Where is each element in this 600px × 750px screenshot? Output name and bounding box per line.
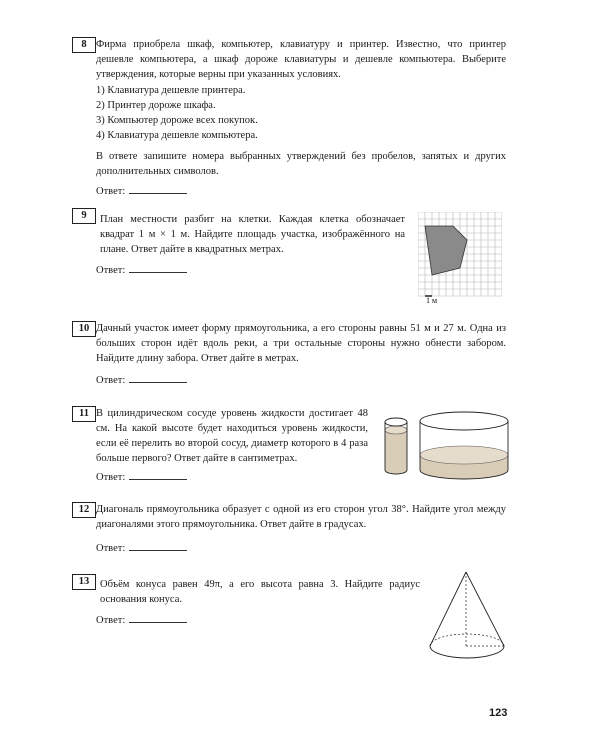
option-4: 4) Клавиатура дешевле компьютера. bbox=[96, 130, 258, 141]
narrow-liquid bbox=[385, 430, 407, 474]
question-8-text: Фирма приобрела шкаф, компьютер, клавиатуру и принтер. Известно, что принтер дешевле компьютера, а шкаф дороже клавиатуры и дешевле компьютера. Выберите утверждения, которые верны при указанных условиях. bbox=[96, 39, 506, 80]
question-12-text: Диагональ прямоугольника образует с одной из его сторон угол 38°. Найдите угол между диагоналями этого прямоугольника. Ответ дайте в градусах. bbox=[96, 504, 506, 530]
question-number-8: 8 bbox=[72, 37, 96, 53]
wide-cylinder bbox=[420, 412, 508, 479]
question-10-text: Дачный участок имеет форму прямоугольника, а его стороны равны 51 м и 27 м. Одна из больших сторон идёт вдоль реки, а три остальные стороны нужно обнести забором. Найдите длину забора. Ответ дайте в метрах. bbox=[96, 323, 506, 364]
option-3: 3) Компьютер дороже всех покупок. bbox=[96, 115, 258, 126]
question-number-10: 10 bbox=[72, 321, 96, 337]
answer-line-11[interactable] bbox=[96, 469, 187, 485]
question-number-12: 12 bbox=[72, 502, 96, 518]
answer-line-13[interactable] bbox=[96, 612, 187, 628]
option-1: 1) Клавиатура дешевле принтера. bbox=[96, 85, 246, 96]
cone-figure bbox=[425, 568, 510, 666]
answer-blank[interactable] bbox=[129, 372, 187, 383]
cylinders-figure bbox=[382, 402, 512, 482]
answer-blank[interactable] bbox=[129, 183, 187, 194]
answer-label: Ответ: bbox=[96, 375, 126, 386]
scale-label: 1 м bbox=[426, 296, 438, 304]
narrow-cylinder bbox=[385, 418, 407, 474]
question-9-text: План местности разбит на клетки. Каждая клетка обозначает квадрат 1 м × 1 м. Найдите площадь участка, изображённого на плане. Ответ дайте в квадратных метрах. bbox=[100, 214, 405, 255]
answer-line-8[interactable] bbox=[96, 183, 187, 199]
question-8-options bbox=[96, 83, 496, 143]
answer-label: Ответ: bbox=[96, 265, 126, 276]
answer-blank[interactable] bbox=[129, 612, 187, 623]
question-number-11: 11 bbox=[72, 406, 96, 422]
answer-label: Ответ: bbox=[96, 186, 126, 197]
question-number-13: 13 bbox=[72, 574, 96, 590]
answer-line-10[interactable] bbox=[96, 372, 187, 388]
grid-plan-figure bbox=[418, 212, 502, 304]
answer-label: Ответ: bbox=[96, 543, 126, 554]
answer-label: Ответ: bbox=[96, 472, 126, 483]
answer-blank[interactable] bbox=[129, 262, 187, 273]
option-2: 2) Принтер дороже шкафа. bbox=[96, 100, 216, 111]
answer-blank[interactable] bbox=[129, 540, 187, 551]
answer-blank[interactable] bbox=[129, 469, 187, 480]
question-8-instruction: В ответе запишите номера выбранных утверждений без пробелов, запятых и других дополнительных символов. bbox=[96, 151, 506, 177]
question-11-text: В цилиндрическом сосуде уровень жидкости достигает 48 см. На какой высоте будет находиться уровень жидкости, если её перелить во второй сосуд, диаметр которого в 4 раза больше первого? Ответ дайте в сантиметрах. bbox=[96, 408, 368, 464]
question-number-9: 9 bbox=[72, 208, 96, 224]
answer-label: Ответ: bbox=[96, 615, 126, 626]
answer-line-12[interactable] bbox=[96, 540, 187, 556]
plot-polygon bbox=[425, 226, 467, 275]
question-13-text: Объём конуса равен 49π, а его высота равна 3. Найдите радиус основания конуса. bbox=[100, 579, 420, 605]
answer-line-9[interactable] bbox=[96, 262, 187, 278]
page-number: 123 bbox=[489, 707, 508, 719]
